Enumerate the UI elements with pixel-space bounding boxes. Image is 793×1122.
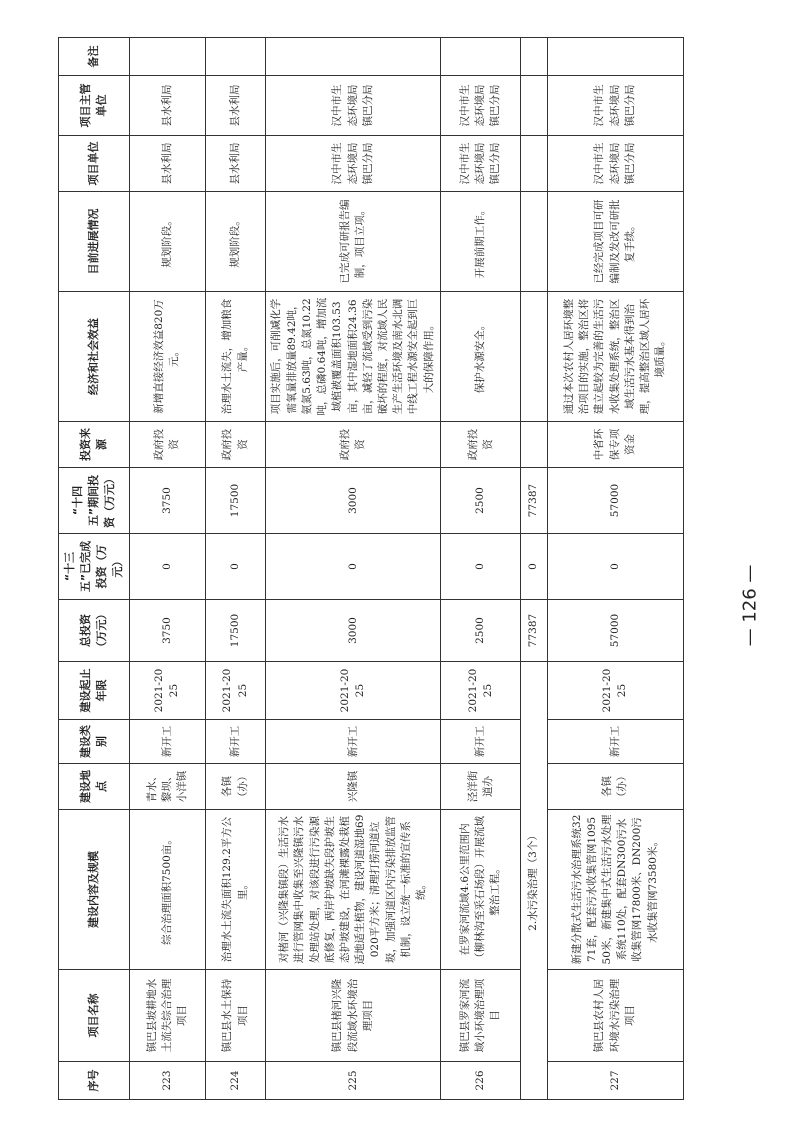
- cell-remark: [441, 38, 521, 76]
- cell-source: 政府投资: [266, 422, 441, 468]
- header-period: 建设起止年限: [59, 662, 130, 720]
- cell-period: 2021-2025: [441, 662, 521, 720]
- cell-unit: 县水利局: [129, 136, 205, 192]
- cell-remark: [206, 38, 266, 76]
- header-plan: “十四五”期间投资（万元）: [59, 468, 130, 534]
- cell-progress: 开展前期工作。: [441, 192, 521, 292]
- section-row: [521, 38, 547, 1100]
- page-number-text: — 126 —: [739, 564, 761, 646]
- cell-no: 225: [266, 1062, 441, 1100]
- header-type: 建设类别: [59, 720, 130, 764]
- cell-type: 新开工: [206, 720, 266, 764]
- cell-name: 镇巴县罗家河流域小环境治理项目: [441, 970, 521, 1062]
- cell-progress: 规划阶段。: [129, 192, 205, 292]
- cell-remark: [266, 38, 441, 76]
- project-table: [58, 37, 684, 1100]
- cell-no: 226: [441, 1062, 521, 1100]
- section-label: 2.水污染治理（3个）: [521, 662, 547, 1100]
- cell-done: 0: [441, 534, 521, 600]
- cell-plan: 17500: [206, 468, 266, 534]
- header-content: 建设内容及规模: [59, 810, 130, 970]
- cell-plan: 3000: [266, 468, 441, 534]
- table-row: [129, 38, 205, 1100]
- cell-progress: 规划阶段。: [206, 192, 266, 292]
- table-row: [441, 38, 521, 1100]
- cell-content: 对楮河（兴隆集镇段）生活污水进行管网集中收集至兴隆镇污水处理站处理，对该段进行污染源底修复，两岸护坡缺失段护坡生态护坡建设，在河滩裸露处栽植适地适生植物，建设河道湿地69020平方米；清理打捞河道垃圾，加强河道区内污染排放监管机制，设立统一标准的宣传系统。: [266, 810, 441, 970]
- header-remark: 备注: [59, 38, 130, 76]
- section-empty: [521, 192, 547, 292]
- cell-location: 兴隆镇: [266, 764, 441, 810]
- cell-type: 新开工: [441, 720, 521, 764]
- cell-content: 综合治理面积7500亩。: [129, 810, 205, 970]
- cell-plan: 57000: [547, 468, 683, 534]
- cell-total: 17500: [206, 600, 266, 662]
- cell-type: 新开工: [547, 720, 683, 764]
- section-plan: 77387: [521, 468, 547, 534]
- header-benefit: 经济和社会效益: [59, 292, 130, 422]
- header-no: 序号: [59, 1062, 130, 1100]
- cell-location: 青水、黎坝、小洋镇: [129, 764, 205, 810]
- cell-supervisor: 县水利局: [129, 76, 205, 136]
- section-empty: [521, 136, 547, 192]
- header-progress: 目前进展情况: [59, 192, 130, 292]
- section-empty: [521, 292, 547, 422]
- cell-total: 3000: [266, 600, 441, 662]
- cell-done: 0: [206, 534, 266, 600]
- cell-source: 政府投资: [129, 422, 205, 468]
- section-empty: [521, 422, 547, 468]
- cell-supervisor: 县水利局: [206, 76, 266, 136]
- cell-source: 政府投资: [441, 422, 521, 468]
- table-row: [206, 38, 266, 1100]
- cell-content: 在罗家河流域4.6公里范围内（柳林沟至采石场段）开展流域整治工程。: [441, 810, 521, 970]
- cell-supervisor: 汉中市生态环境局镇巴分局: [441, 76, 521, 136]
- cell-location: 各镇（办）: [206, 764, 266, 810]
- cell-benefit: 新增直接经济效益820万元。: [129, 292, 205, 422]
- cell-location: 泾洋街道办: [441, 764, 521, 810]
- cell-name: 镇巴县农村人居环境水污染治理项目: [547, 970, 683, 1062]
- cell-name: 镇巴县楮河兴隆段流域水环境治理项目: [266, 970, 441, 1062]
- header-location: 建设地点: [59, 764, 130, 810]
- cell-location: 各镇（办）: [547, 764, 683, 810]
- cell-no: 223: [129, 1062, 205, 1100]
- cell-benefit: 治理水土流失，增加粮食产量。: [206, 292, 266, 422]
- cell-total: 57000: [547, 600, 683, 662]
- cell-plan: 3750: [129, 468, 205, 534]
- cell-total: 2500: [441, 600, 521, 662]
- cell-content: 治理水土流失面积129.2平方公里。: [206, 810, 266, 970]
- cell-done: 0: [129, 534, 205, 600]
- cell-unit: 汉中市生态环境局镇巴分局: [547, 136, 683, 192]
- cell-unit: 汉中市生态环境局镇巴分局: [266, 136, 441, 192]
- cell-progress: 已完成可研报告编制，项目立项。: [266, 192, 441, 292]
- cell-source: 政府投资: [206, 422, 266, 468]
- cell-period: 2021-2025: [547, 662, 683, 720]
- cell-benefit: 保护水源安全。: [441, 292, 521, 422]
- cell-unit: 县水利局: [206, 136, 266, 192]
- table-row: [547, 38, 683, 1100]
- cell-name: 镇巴县坡耕地水土流失综合治理项目: [129, 970, 205, 1062]
- header-total: 总投资（万元）: [59, 600, 130, 662]
- cell-supervisor: 汉中市生态环境局镇巴分局: [266, 76, 441, 136]
- cell-plan: 2500: [441, 468, 521, 534]
- cell-benefit: 项目实施后，可削减化学需氧量排放量89.42吨，氨氮5.63吨，总氮10.22吨，总磷0.64吨，增加流域植被覆盖面积103.53亩，其中湿地面积24.36亩，减轻了流域受到污染破坏的程度，对流域人民生产生活环境及南水北调中线工程水源安全起到巨大的保障作用。: [266, 292, 441, 422]
- cell-supervisor: 汉中市生态环境局镇巴分局: [547, 76, 683, 136]
- header-unit: 项目单位: [59, 136, 130, 192]
- cell-type: 新开工: [129, 720, 205, 764]
- cell-remark: [547, 38, 683, 76]
- section-done: 0: [521, 534, 547, 600]
- cell-progress: 已经完成项目可研编制及发改可研批复手续。: [547, 192, 683, 292]
- cell-no: 224: [206, 1062, 266, 1100]
- rotated-table-container: [58, 38, 684, 1100]
- header-done: “十三五”已完成投资（万元）: [59, 534, 130, 600]
- cell-type: 新开工: [266, 720, 441, 764]
- cell-unit: 汉中市生态环境局镇巴分局: [441, 136, 521, 192]
- cell-done: 0: [547, 534, 683, 600]
- cell-benefit: 通过本次农村人居环境整治项目的实施，整治区将建立起较为完善的生活污水收集处理系统，整治区域生活污水基本得到治理，提高整治区域人居环境质量。: [547, 292, 683, 422]
- header-supervisor: 项目主管单位: [59, 76, 130, 136]
- section-total: 77387: [521, 600, 547, 662]
- table-row: [266, 38, 441, 1100]
- cell-content: 新建分散式生活污水治理系统3271套，配套污水收集管网109550米，新建集中式生活污水处理系统110处，配套DN300污水收集管网17800米、DN200污水收集管网73580米。: [547, 810, 683, 970]
- cell-remark: [129, 38, 205, 76]
- table-header-row: [59, 38, 130, 1100]
- cell-no: 227: [547, 1062, 683, 1100]
- cell-source: 中省环保专项资金: [547, 422, 683, 468]
- cell-period: 2021-2025: [129, 662, 205, 720]
- cell-name: 镇巴县水土保持项目: [206, 970, 266, 1062]
- cell-done: 0: [266, 534, 441, 600]
- cell-period: 2021-2025: [266, 662, 441, 720]
- header-source: 投资来源: [59, 422, 130, 468]
- cell-total: 3750: [129, 600, 205, 662]
- section-empty: [521, 38, 547, 76]
- section-empty: [521, 76, 547, 136]
- cell-period: 2021-2025: [206, 662, 266, 720]
- header-name: 项目名称: [59, 970, 130, 1062]
- page-number: [730, 540, 770, 670]
